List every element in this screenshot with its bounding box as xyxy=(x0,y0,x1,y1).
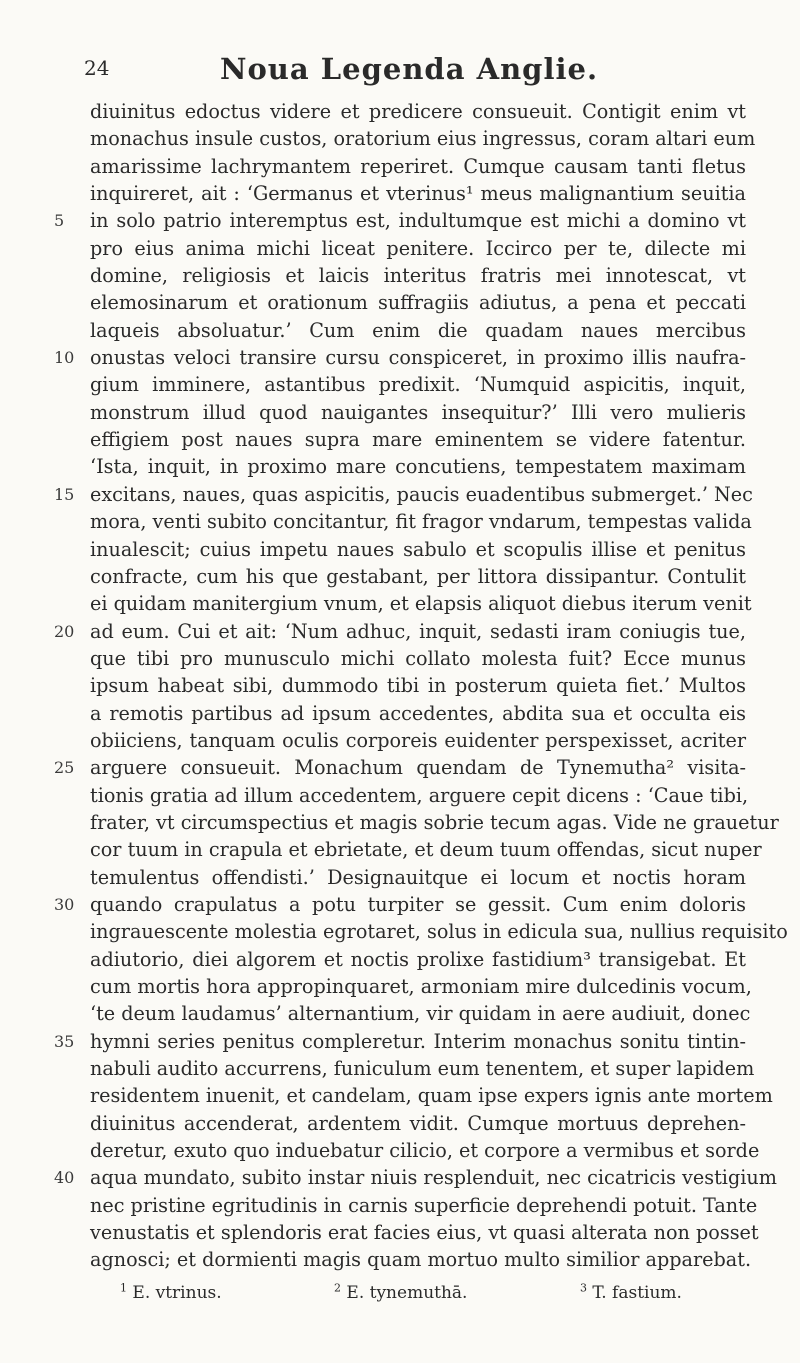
text-line xyxy=(90,645,746,672)
line-text: obiiciens, tanquam oculis corporeis euidenter perspexisset, acriter xyxy=(90,728,746,752)
text-line xyxy=(90,1082,773,1109)
text-line xyxy=(90,563,746,590)
line-number: 25 xyxy=(54,758,75,778)
footnote-2 xyxy=(334,1283,467,1303)
text-line xyxy=(54,344,746,371)
text-line xyxy=(90,700,746,727)
line-text: nec pristine egritudinis in carnis superficie deprehendi potuit. Tante xyxy=(90,1193,758,1217)
line-text: cum mortis hora appropinquaret, armoniam mire dulcedinis vocum, xyxy=(90,975,752,998)
page-header xyxy=(84,52,734,92)
line-text: tionis gratia ad illum accedentem, arguere cepit dicens : ‘Caue tibi, xyxy=(90,783,749,807)
text-line xyxy=(90,371,746,398)
line-text: pro eius anima michi liceat penitere. Iccirco per te, dilecte mi xyxy=(90,236,746,260)
text-line xyxy=(54,891,746,918)
line-text: inquireret, ait : ‘Germanus et vterinus¹ meus malignantium seuitia xyxy=(90,182,746,206)
running-title: Noua Legenda Anglie. xyxy=(219,52,599,86)
text-line xyxy=(90,727,746,754)
text-line xyxy=(90,453,746,480)
line-number: 10 xyxy=(54,348,75,368)
line-text: adiutorio, diei algorem et noctis prolixe fastidium³ transigebat. Et xyxy=(90,947,746,971)
line-text: ‘Ista, inquit, in proximo mare concutiens, tempestatem maximam xyxy=(90,455,746,479)
line-text: monachus insule custos, oratorium eius ingressus, coram altari eum xyxy=(90,127,756,151)
text-line xyxy=(54,1028,746,1055)
line-text: quando crapulatus a potu turpiter se gessit. Cum enim doloris xyxy=(90,892,746,916)
line-number: 15 xyxy=(54,484,75,504)
line-text: amarissime lachrymantem reperiret. Cumque causam tanti fletus xyxy=(90,154,746,178)
text-line xyxy=(90,1219,759,1246)
text-line xyxy=(54,207,746,234)
text-line xyxy=(90,317,746,344)
text-line xyxy=(54,754,746,781)
line-text: residentem inuenit, et candelam, quam ipse expers ignis ante mortem xyxy=(90,1084,773,1108)
line-text: inualescit; cuius impetu naues sabulo et scopulis illise et penitus xyxy=(90,537,746,561)
text-line xyxy=(90,1000,751,1027)
line-text: confracte, cum his que gestabant, per littora dissipantur. Contulit xyxy=(90,564,746,588)
line-text: gium imminere, astantibus predixit. ‘Numquid aspicitis, inquit, xyxy=(90,373,746,397)
line-text: temulentus offendisti.’ Designauitque ei locum et noctis horam xyxy=(90,865,746,889)
body-text xyxy=(54,98,788,1274)
line-text: monstrum illud quod nauigantes insequitur?’ Illi vero mulieris xyxy=(90,400,746,424)
text-line xyxy=(90,153,746,180)
text-line xyxy=(90,180,746,207)
text-line xyxy=(90,98,746,125)
line-text: excitans, naues, quas aspicitis, paucis euadentibus submerget.’ Nec xyxy=(90,482,753,506)
line-text: ei quidam manitergium vnum, et elapsis aliquot diebus iterum venit xyxy=(90,592,752,616)
line-text: arguere consueuit. Monachum quendam de Tynemutha² visita- xyxy=(90,756,746,780)
line-text: laqueis absoluatur.’ Cum enim die quadam naues mercibus xyxy=(90,318,746,342)
line-text: ad eum. Cui et ait: ‘Num adhuc, inquit, sedasti iram coniugis tue, xyxy=(90,619,746,643)
text-line xyxy=(90,864,746,891)
text-line xyxy=(90,235,746,262)
text-line xyxy=(90,946,746,973)
line-text: a remotis partibus ad ipsum accedentes, abdita sua et occulta eis xyxy=(90,701,746,725)
line-text: agnosci; et dormienti magis quam mortuo multo similior apparebat. xyxy=(90,1248,752,1272)
line-text: onustas veloci transire cursu conspiceret, in proximo illis naufra- xyxy=(90,346,746,370)
text-line xyxy=(90,1110,746,1137)
line-text: deretur, exuto quo induebatur cilicio, et corpore a vermibus et sorde xyxy=(90,1139,760,1163)
line-text: domine, religiosis et laicis interitus fratris mei innotescat, vt xyxy=(90,264,746,288)
line-text: venustatis et splendoris erat facies eius, vt quasi alterata non posset xyxy=(90,1221,759,1245)
footnote-mark: 1 xyxy=(120,1281,127,1295)
line-number: 30 xyxy=(54,894,75,914)
text-line xyxy=(90,918,788,945)
text-line xyxy=(90,508,752,535)
footnote-mark: 3 xyxy=(580,1281,587,1295)
text-line xyxy=(90,973,752,1000)
text-line xyxy=(90,289,746,316)
line-number: 40 xyxy=(54,1168,75,1188)
line-number: 20 xyxy=(54,621,75,641)
text-line xyxy=(90,426,746,453)
line-number: 5 xyxy=(54,211,65,231)
line-text: elemosinarum et orationum suffragiis adiutus, a pena et peccati xyxy=(90,291,746,315)
text-line xyxy=(90,782,749,809)
line-text: ‘te deum laudamus’ alternantium, vir quidam in aere audiuit, donec xyxy=(90,1002,751,1026)
line-text: que tibi pro munusculo michi collato molesta fuit? Ecce munus xyxy=(90,646,746,670)
line-text: diuinitus accenderat, ardentem vidit. Cumque mortuus deprehen- xyxy=(90,1111,746,1135)
text-line xyxy=(90,1055,755,1082)
text-line xyxy=(90,1192,758,1219)
footnote-text: E. tynemuthā. xyxy=(346,1283,468,1303)
line-text: cor tuum in crapula et ebrietate, et deum tuum offendas, sicut nuper xyxy=(90,838,762,862)
footnote-1 xyxy=(120,1283,222,1303)
footnote-text: E. vtrinus. xyxy=(132,1283,222,1303)
line-text: mora, venti subito concitantur, fit fragor vndarum, tempestas valida xyxy=(90,510,752,534)
line-text: hymni series penitus compleretur. Interim monachus sonitu tintin- xyxy=(90,1029,746,1053)
line-text: aqua mundato, subito instar niuis resplenduit, nec cicatricis vestigium xyxy=(90,1166,777,1190)
text-line xyxy=(90,125,756,152)
line-text: diuinitus edoctus videre et predicere consueuit. Contigit enim vt xyxy=(90,100,746,123)
line-text: in solo patrio interemptus est, indultumque est michi a domino vt xyxy=(90,209,746,233)
line-number: 35 xyxy=(54,1031,75,1051)
text-line xyxy=(90,672,746,699)
text-line xyxy=(90,1137,760,1164)
text-line xyxy=(90,536,746,563)
text-line xyxy=(54,618,746,645)
text-line xyxy=(90,590,752,617)
footnote-3 xyxy=(580,1283,682,1303)
text-line xyxy=(90,262,746,289)
line-text: ipsum habeat sibi, dummodo tibi in posterum quieta fiet.’ Multos xyxy=(90,674,746,698)
text-line xyxy=(90,836,762,863)
footnote-text: T. fastium. xyxy=(592,1283,682,1303)
text-line xyxy=(54,481,753,508)
line-text: ingrauescente molestia egrotaret, solus in edicula sua, nullius requisito xyxy=(90,920,788,944)
text-line xyxy=(90,399,746,426)
text-line xyxy=(54,1164,777,1191)
page-number: 24 xyxy=(84,56,110,80)
text-line xyxy=(90,1246,752,1273)
line-text: nabuli audito accurrens, funiculum eum tenentem, et super lapidem xyxy=(90,1057,755,1081)
footnote-mark: 2 xyxy=(334,1281,341,1295)
line-text: effigiem post naues supra mare eminentem se videre fatentur. xyxy=(90,428,746,452)
line-text: frater, vt circumspectius et magis sobrie tecum agas. Vide ne grauetur xyxy=(90,810,779,834)
text-line xyxy=(90,809,779,836)
footnotes xyxy=(120,1283,700,1307)
